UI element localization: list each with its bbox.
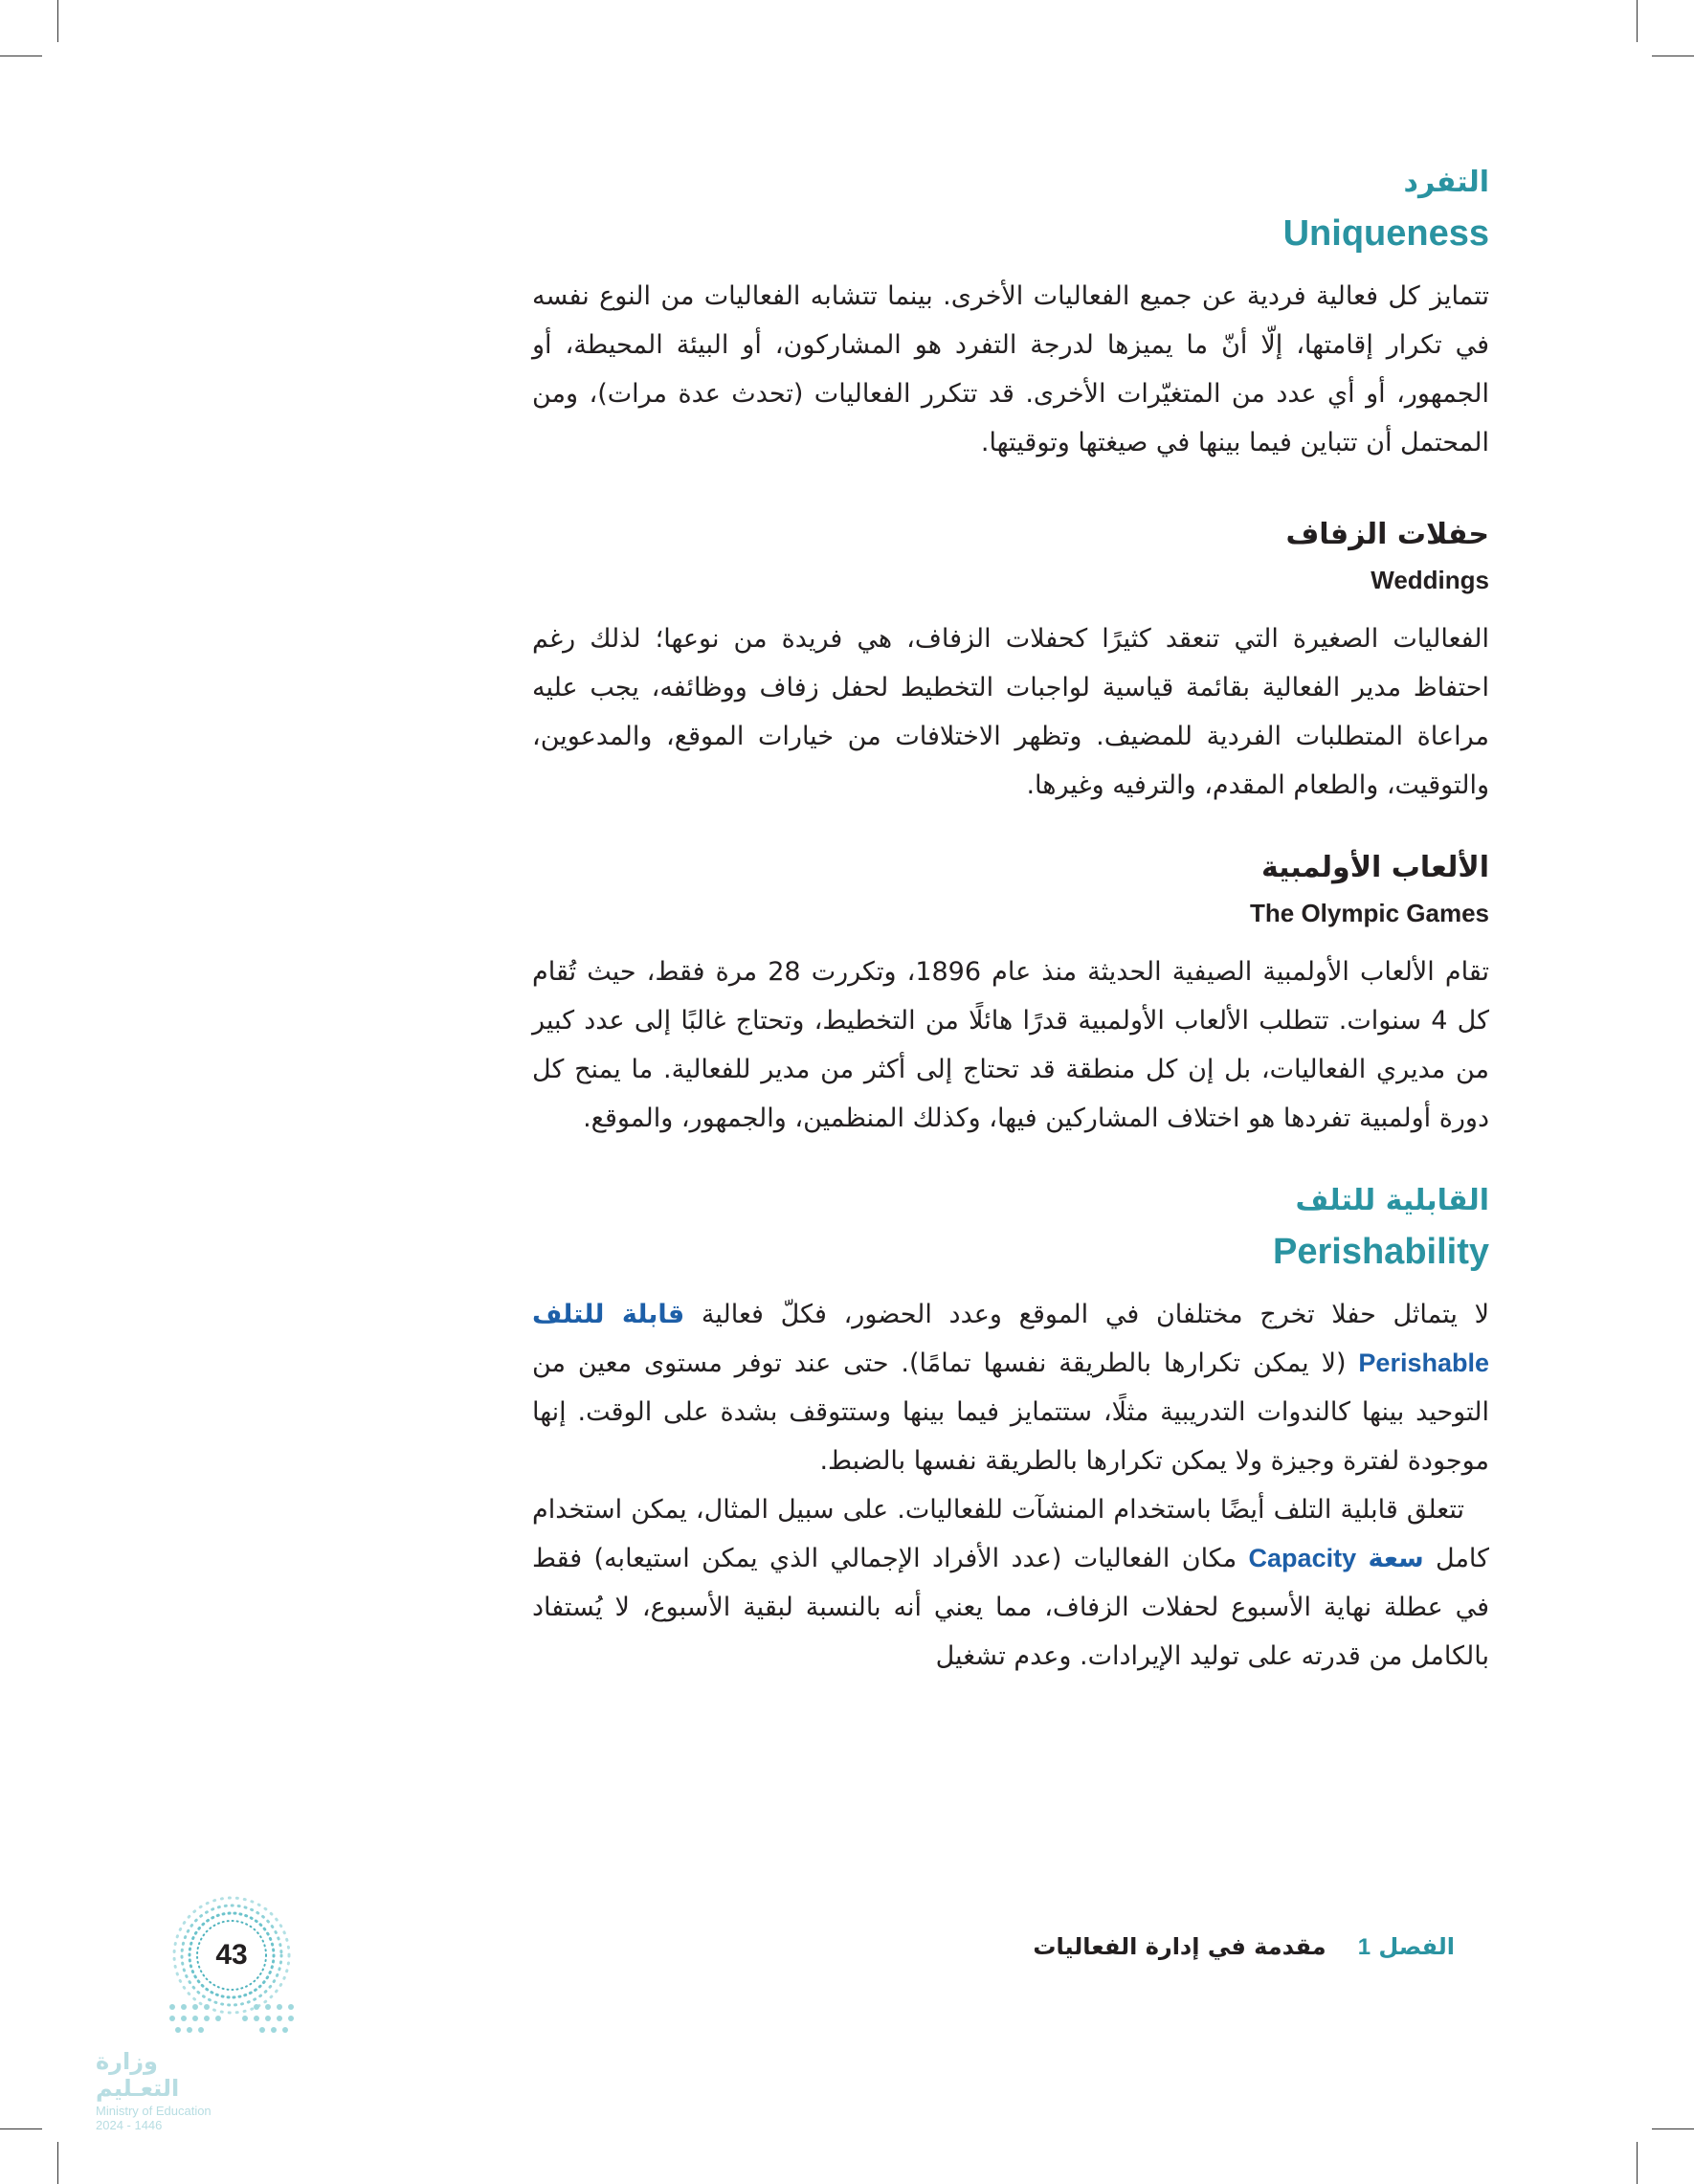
- page-number: 43: [215, 1939, 248, 1971]
- ministry-name-ar: وزارة التعـليم: [96, 2048, 180, 2102]
- uniqueness-heading-ar: التفرد: [1403, 166, 1489, 199]
- olympics-heading-ar: الألعاب الأولمبية: [1260, 851, 1489, 884]
- chapter-number: 1: [1357, 1934, 1371, 1960]
- uniqueness-heading-en: Uniqueness: [1282, 213, 1489, 254]
- p2-text-before: تتعلق قابلية التلف أيضًا باستخدام المنشآت للفعاليات. على سبيل المثال، يمكن استخدام كامل: [532, 1495, 1489, 1573]
- perishability-paragraph-2: [532, 1485, 1489, 1681]
- olympics-paragraph: تقام الألعاب الأولمبية الصيفية الحديثة منذ عام 1896، وتكررت 28 مرة فقط، حيث تُقام كل 4 سنوات. تتطلب الألعاب الأولمبية قدرًا هائلًا من التخطيط، وتحتاج غالبًا إلى عدد كبير من مديري الفعاليات، بل إن كل منطقة قد تحتاج إلى أكثر من مدير للفعالية. ما يمنح كل دورة أولمبية تفردها هو اختلاف المشاركين فيها، وكذلك المنظمين، والجمهور، والموقع.: [532, 957, 1489, 1133]
- ministry-logo: [96, 2048, 249, 2132]
- uniqueness-paragraph: تتمايز كل فعالية فردية عن جميع الفعاليات الأخرى. بينما تتشابه الفعاليات من النوع نفسه في تكرار إقامتها، إلّا أنّ ما يميزها لدرجة التفرد هو المشاركون، أو البيئة المحيطة، أو الجمهور، أو أي عدد من المتغيّرات الأخرى. قد تتكرر الفعاليات (تحدث عدة مرات)، ومن المحتمل أن تتباين فيما بينها في صيغتها وتوقيتها.: [532, 281, 1489, 457]
- p1-text-after: (لا يمكن تكرارها بالطريقة نفسها تمامًا). حتى عند توفر مستوى معين من التوحيد بينها كالندوات التدريبية مثلًا، ستتمايز فيما بينها وستتوقف بشدة على الوقت. إنها موجودة لفترة وجيزة ولا يمكن تكرارها بالطريقة نفسها بالضبط.: [532, 1348, 1489, 1476]
- page-footer: [532, 1933, 1489, 1981]
- book-title: مقدمة في إدارة الفعاليات: [1033, 1933, 1326, 1960]
- ministry-year: 2024 - 1446: [96, 2118, 163, 2132]
- perishability-paragraph-1: [532, 1290, 1489, 1485]
- p2-text-after: مكان الفعاليات (عدد الأفراد الإجمالي الذي يمكن استيعابه) فقط في عطلة نهاية الأسبوع لحفلات الزفاف، مما يعني أنه بالنسبة لبقية الأسبوع، لا يُستفاد بالكامل من قدرته على توليد الإيرادات. وعدم تشغيل: [532, 1544, 1489, 1671]
- keyword-perishable-ar: قابلة للتلف: [532, 1300, 685, 1329]
- crop-mark: [57, 0, 58, 42]
- crop-mark: [57, 2142, 58, 2184]
- chapter-label: [1358, 1933, 1455, 1960]
- weddings-heading-ar: حفلات الزفاف: [1285, 518, 1489, 551]
- page-content: [532, 163, 1489, 1681]
- weddings-paragraph: الفعاليات الصغيرة التي تنعقد كثيرًا كحفلات الزفاف، هي فريدة من نوعها؛ لذلك رغم احتفاظ مدير الفعالية بقائمة قياسية لواجبات التخطيط لحفل زفاف ووظائفه، يجب عليه مراعاة المتطلبات الفردية للمضيف. وتظهر الاختلافات من خيارات الموقع، والمدعوين، والتوقيت، والطعام المقدم، والترفيه وغيرها.: [532, 624, 1489, 800]
- p1-text-before: لا يتماثل حفلا تخرج مختلفان في الموقع وعدد الحضور، فكلّ فعالية: [684, 1300, 1490, 1329]
- crop-mark: [0, 2128, 42, 2129]
- keyword-capacity-ar: سعة: [1368, 1544, 1424, 1573]
- crop-mark: [1652, 2128, 1694, 2129]
- olympics-heading-en: The Olympic Games: [1250, 899, 1489, 927]
- chapter-word: الفصل: [1378, 1933, 1455, 1960]
- crop-mark: [1637, 2142, 1638, 2184]
- ministry-name-en: Ministry of Education: [96, 2104, 212, 2118]
- keyword-capacity-en: Capacity: [1248, 1544, 1357, 1572]
- perishability-heading-en: Perishability: [1273, 1232, 1489, 1272]
- weddings-heading-en: Weddings: [1371, 566, 1489, 594]
- crop-mark: [1637, 0, 1638, 42]
- keyword-perishable-en: Perishable: [1358, 1348, 1489, 1377]
- perishability-heading-ar: القابلية للتلف: [1295, 1184, 1489, 1217]
